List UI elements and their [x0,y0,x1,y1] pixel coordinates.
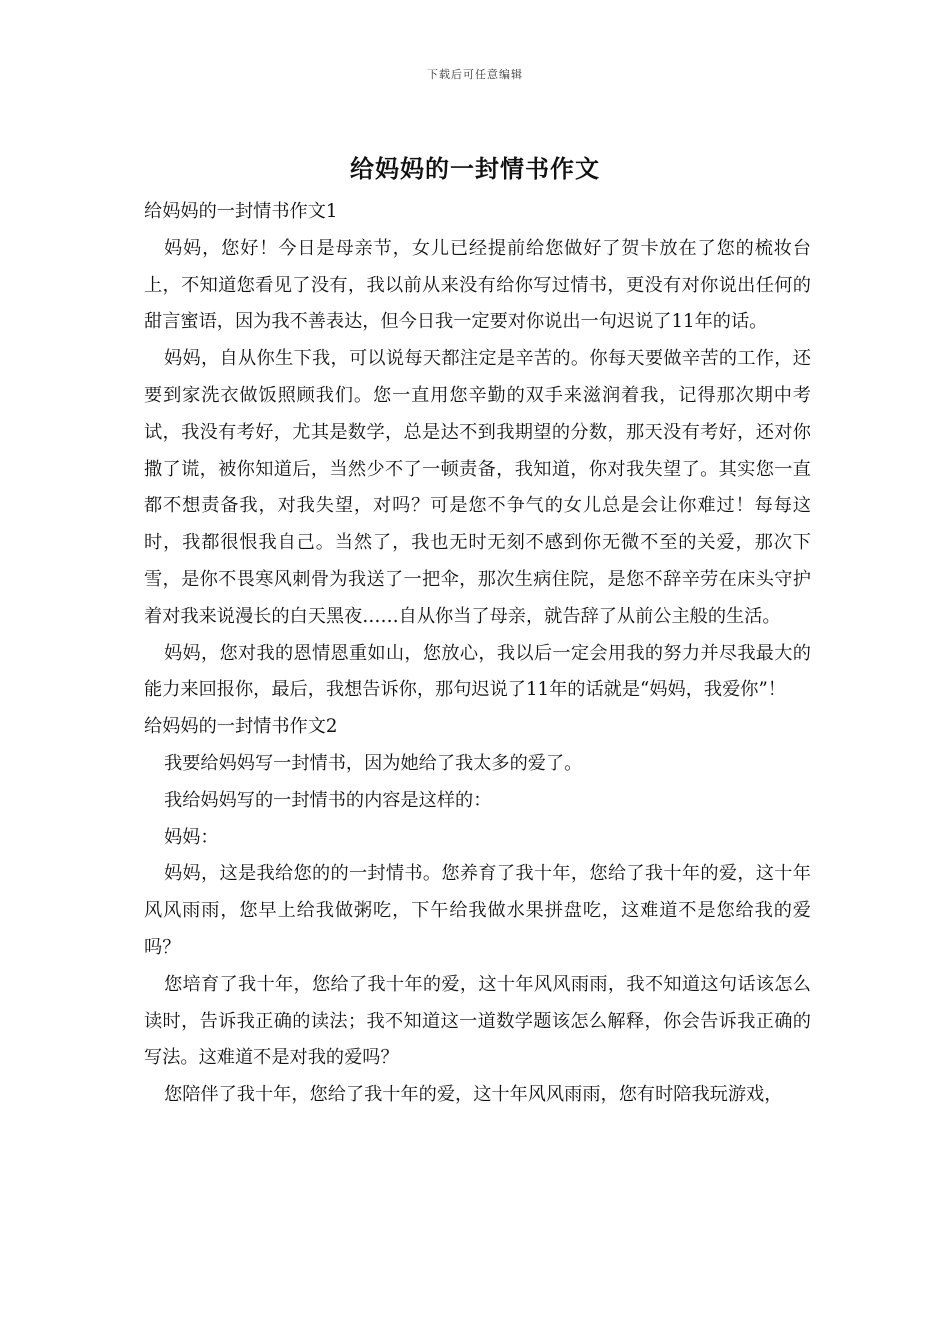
paragraph: 妈妈，自从你生下我，可以说每天都注定是辛苦的。你每天要做辛苦的工作，还要到家洗衣做饭照顾我们。您一直用您辛勤的双手来滋润着我，记得那次期中考试，我没有考好，尤其是数学，总是达不到我期望的分数，那天没有考好，还对你撒了谎，被你知道后，当然少不了一顿责备，我知道，你对我失望了。其实您一直都不想责备我，对我失望，对吗？可是您不争气的女儿总是会让你难过！每每这时，我都很恨我自己。当然了，我也无时无刻不感到你无微不至的关爱，那次下雪，是你不畏寒风刺骨为我送了一把伞，那次生病住院，是您不辞辛劳在床头守护着对我来说漫长的白天黑夜……自从你当了母亲，就告辞了从前公主般的生活。 [144,348,811,627]
paragraph: 妈妈： [164,826,219,848]
paragraph: 妈妈，这是我给您的的一封情书。您养育了我十年，您给了我十年的爱，这十年风风雨雨，您早上给我做粥吃，下午给我做水果拼盘吃，这难道不是您给我的爱吗？ [144,863,811,958]
paragraph: 妈妈，您好！今日是母亲节，女儿已经提前给您做好了贺卡放在了您的梳妆台上，不知道您看见了没有，我以前从来没有给你写过情书，更没有对你说出任何的甜言蜜语，因为我不善表达，但今日我一定要对你说出一句迟说了11年的话。 [144,237,811,333]
paragraph: 我要给妈妈写一封情书，因为她给了我太多的爱了。 [164,752,583,774]
section-heading: 给妈妈的一封情书作文1 [144,201,338,222]
paragraph: 您培育了我十年，您给了我十年的爱，这十年风风雨雨，我不知道这句话该怎么读时，告诉我正确的读法；我不知道这一道数学题该怎么解释，你会告诉我正确的写法。这难道不是对我的爱吗？ [144,973,811,1069]
paragraph: 妈妈，您对我的恩情恩重如山，您放心，我以后一定会用我的努力并尽我最大的能力来回报你，最后，我想告诉你，那句迟说了11年的话就是“妈妈，我爱你”！ [144,642,811,701]
header-note: 下载后可任意编辑 [427,68,523,81]
document-body [144,194,811,1114]
section-heading: 给妈妈的一封情书作文2 [144,716,338,738]
document-title: 给妈妈的一封情书作文 [350,154,600,183]
paragraph: 我给妈妈写的一封情书的内容是这样的： [164,789,492,811]
paragraph: 您陪伴了我十年，您给了我十年的爱，这十年风风雨雨，您有时陪我玩游戏， [164,1084,783,1106]
